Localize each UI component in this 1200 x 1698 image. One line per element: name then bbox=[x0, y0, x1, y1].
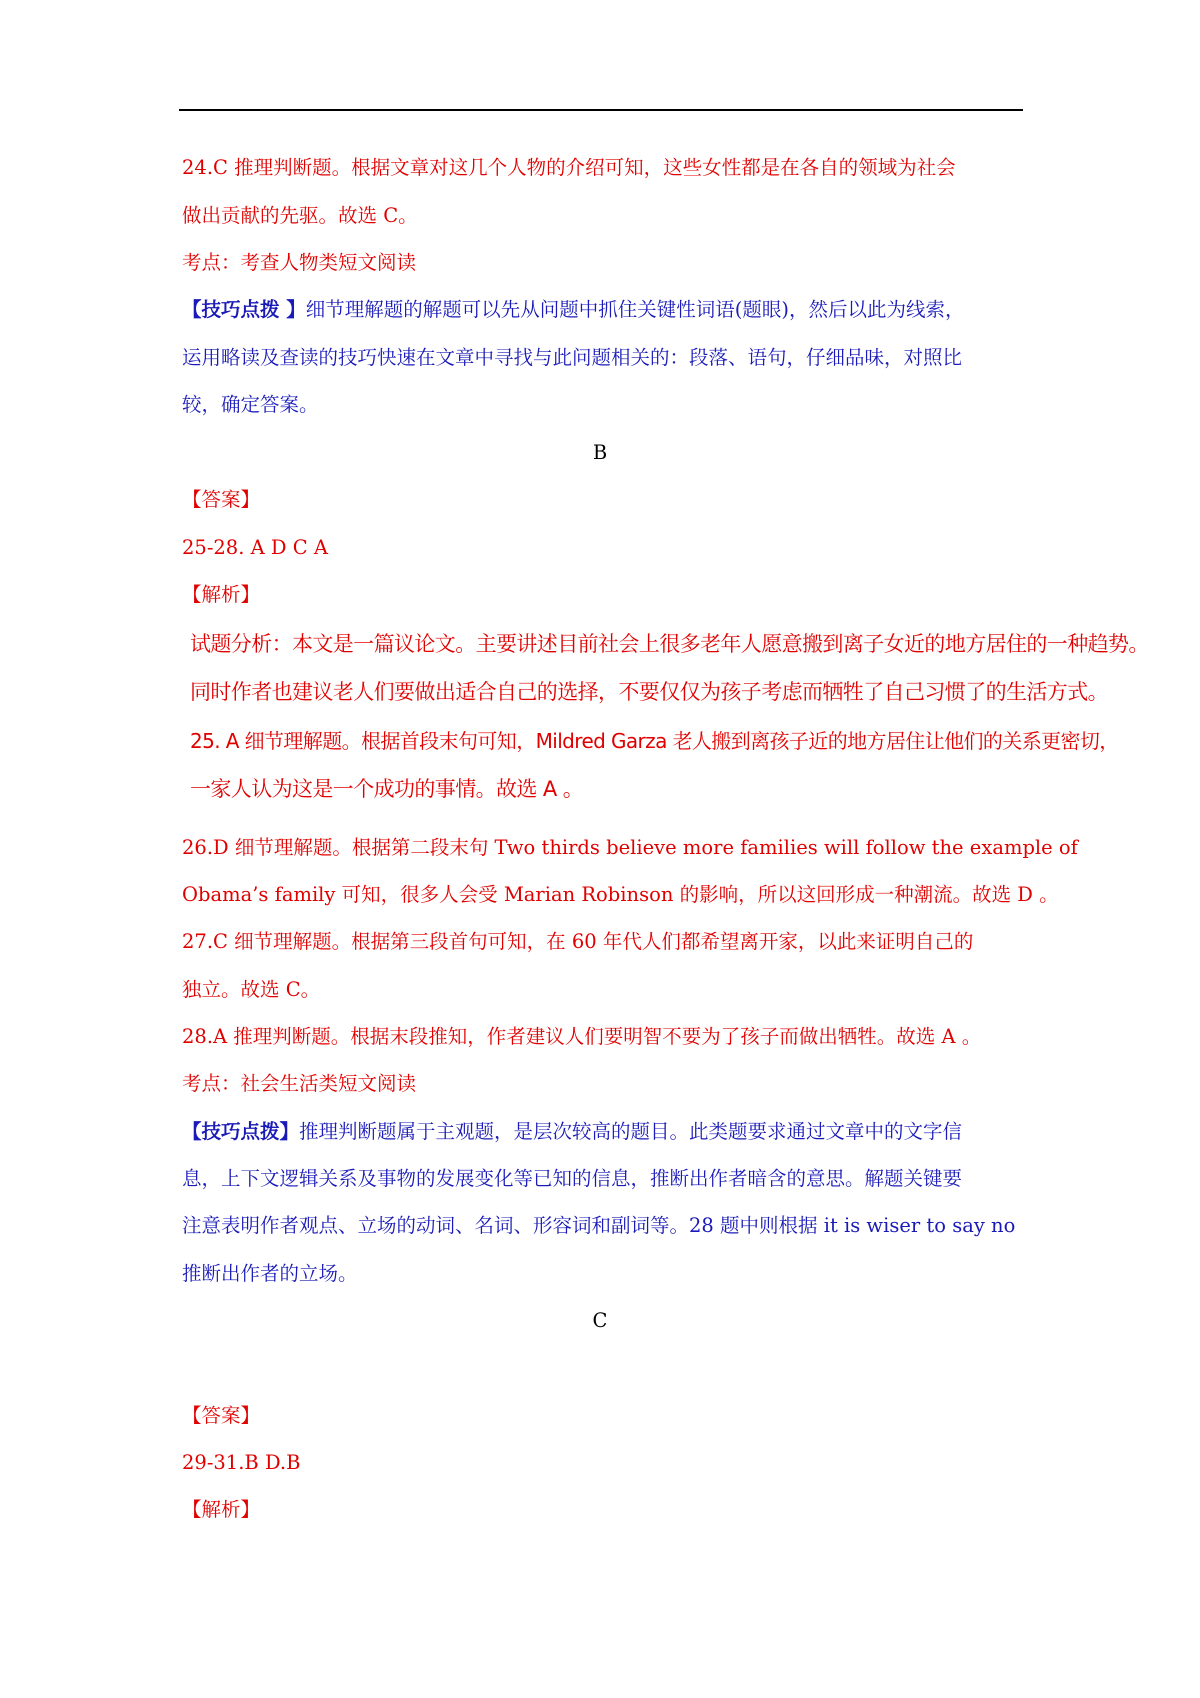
answer-27-line2: 独立。故选 C。 bbox=[182, 978, 321, 1001]
analysis-heading-c: 【解析】 bbox=[182, 1498, 261, 1521]
tip-2-line1 bbox=[182, 1122, 962, 1142]
answer-25-line1: 25. A 细节理解题。根据首段末句可知，Mildred Garza 老人搬到离孩子近的地方居住让他们的关系更密切， bbox=[190, 729, 1119, 753]
tip-1-text: 细节理解题的解题可以先从问题中抓住关键性词语(题眼)，然后以此为线索， bbox=[305, 298, 965, 321]
answer-28: 28.A 推理判断题。根据末段推知，作者建议人们要明智不要为了孩子而做出牺牲。故选 A 。 bbox=[182, 1025, 982, 1048]
answer-25-line2: 一家人认为这是一个成功的事情。故选 A 。 bbox=[190, 777, 584, 801]
section-heading-c: C bbox=[592, 1309, 608, 1332]
tip-2-text: 推理判断题属于主观题，是层次较高的题目。此类题要求通过文章中的文字信 bbox=[299, 1120, 963, 1143]
answer-key-29-31: 29-31.B D.B bbox=[182, 1451, 301, 1474]
answer-24-line2: 做出贡献的先驱。故选 C。 bbox=[182, 204, 418, 227]
answer-26-line2: Obama’s family 可知，很多人会受 Marian Robinson 的影响，所以这回形成一种潮流。故选 D 。 bbox=[182, 883, 1059, 906]
tip-2-tag: 【技巧点拨】 bbox=[182, 1120, 300, 1143]
answer-key-25-28: 25-28. A D C A bbox=[182, 536, 328, 559]
tip-2-line3: 注意表明作者观点、立场的动词、名词、形容词和副词等。28 题中则根据 it is wiser to say no bbox=[182, 1214, 1016, 1237]
knowledge-point-1: 考点：考查人物类短文阅读 bbox=[182, 251, 417, 274]
answer-26-line1: 26.D 细节理解题。根据第二段末句 Two thirds believe more families will follow the example of bbox=[182, 836, 1078, 859]
header-rule bbox=[179, 109, 1023, 111]
answer-27-line1: 27.C 细节理解题。根据第三段首句可知，在 60 年代人们都希望离开家，以此来证明自己的 bbox=[182, 930, 974, 953]
tip-1-line1 bbox=[182, 300, 965, 320]
section-heading-b: B bbox=[592, 441, 608, 464]
tip-1-line2: 运用略读及查读的技巧快速在文章中寻找与此问题相关的：段落、语句，仔细品味，对照比 bbox=[182, 346, 963, 369]
analysis-heading-b: 【解析】 bbox=[182, 583, 261, 606]
tip-1-tag: 【技巧点拨 】 bbox=[182, 298, 306, 321]
tip-2-line4: 推断出作者的立场。 bbox=[182, 1262, 358, 1285]
tip-2-line2: 息，上下文逻辑关系及事物的发展变化等已知的信息，推断出作者暗含的意思。解题关键要 bbox=[182, 1167, 963, 1190]
analysis-summary-line1: 试题分析：本文是一篇议论文。主要讲述目前社会上很多老年人愿意搬到离子女近的地方居住的一种趋势。 bbox=[190, 632, 1149, 656]
answer-24-line1: 24.C 推理判断题。根据文章对这几个人物的介绍可知，这些女性都是在各自的领域为社会 bbox=[182, 156, 956, 179]
tip-1-line3: 较，确定答案。 bbox=[182, 393, 319, 416]
analysis-summary-line2: 同时作者也建议老人们要做出适合自己的选择，不要仅仅为孩子考虑而牺牲了自己习惯了的生活方式。 bbox=[190, 680, 1108, 704]
knowledge-point-2: 考点：社会生活类短文阅读 bbox=[182, 1072, 417, 1095]
answer-heading-c: 【答案】 bbox=[182, 1404, 261, 1427]
answer-heading-b: 【答案】 bbox=[182, 488, 261, 511]
